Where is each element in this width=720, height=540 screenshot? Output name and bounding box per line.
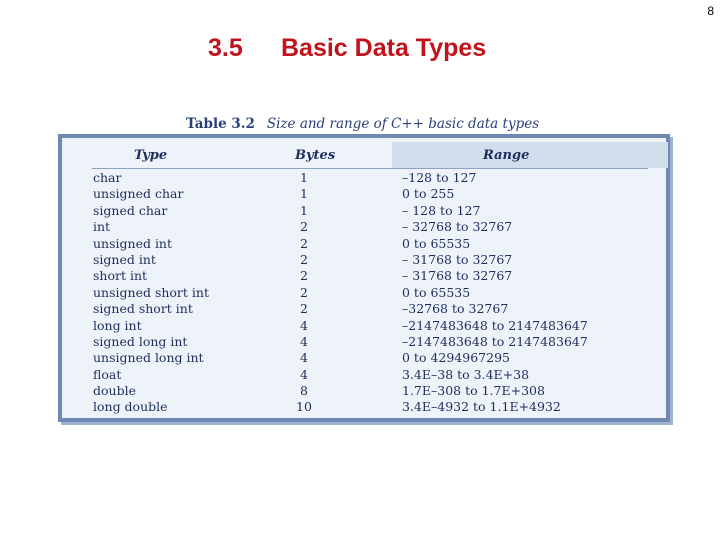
column-header-type: Type bbox=[134, 148, 168, 163]
cell-type: int bbox=[93, 219, 111, 235]
table-row bbox=[62, 318, 666, 334]
cell-type: long double bbox=[93, 399, 168, 415]
table-row bbox=[62, 219, 666, 235]
cell-range: –128 to 127 bbox=[402, 170, 477, 185]
cell-bytes: 4 bbox=[300, 333, 308, 349]
cell-bytes: 4 bbox=[300, 317, 308, 333]
cell-type: unsigned char bbox=[93, 186, 184, 202]
table-row bbox=[62, 301, 666, 317]
cell-range: 1.7E–308 to 1.7E+308 bbox=[402, 383, 545, 399]
cell-type: unsigned short int bbox=[93, 284, 209, 300]
cell-range: 3.4E–38 to 3.4E+38 bbox=[402, 366, 530, 382]
cell-type: signed long int bbox=[93, 333, 188, 349]
cell-type: float bbox=[93, 366, 122, 382]
cell-type: signed short int bbox=[93, 301, 193, 317]
cell-range: 0 to 255 bbox=[402, 186, 455, 202]
table-row bbox=[62, 383, 666, 399]
cell-bytes: 2 bbox=[300, 251, 308, 267]
header-divider bbox=[92, 168, 648, 169]
cell-bytes: 2 bbox=[300, 301, 308, 317]
cell-type: unsigned int bbox=[93, 235, 173, 251]
cell-bytes: 1 bbox=[300, 170, 308, 185]
table-row bbox=[62, 268, 666, 284]
table-row bbox=[62, 399, 666, 415]
cell-type: signed char bbox=[93, 202, 168, 218]
table-row bbox=[62, 334, 666, 350]
cell-type: double bbox=[93, 383, 136, 399]
cell-bytes: 10 bbox=[296, 399, 312, 415]
table-row bbox=[62, 285, 666, 301]
cell-range: 0 to 65535 bbox=[402, 284, 471, 300]
cell-range: – 31768 to 32767 bbox=[402, 268, 513, 284]
cell-type: signed int bbox=[93, 251, 156, 267]
cell-bytes: 4 bbox=[300, 366, 308, 382]
table-row bbox=[62, 350, 666, 366]
cell-range: 3.4E–4932 to 1.1E+4932 bbox=[402, 399, 561, 415]
cell-bytes: 4 bbox=[300, 350, 308, 366]
cell-range: – 32768 to 32767 bbox=[402, 219, 513, 235]
cell-range: –2147483648 to 2147483647 bbox=[402, 317, 588, 333]
table-row bbox=[62, 367, 666, 383]
cell-bytes: 2 bbox=[300, 268, 308, 284]
cell-bytes: 8 bbox=[300, 383, 308, 399]
cell-bytes: 2 bbox=[300, 235, 308, 251]
cell-range: 0 to 65535 bbox=[402, 235, 471, 251]
table-row bbox=[62, 203, 666, 219]
cell-type: char bbox=[93, 170, 122, 185]
cell-bytes: 2 bbox=[300, 284, 308, 300]
data-types-table bbox=[58, 134, 670, 422]
section-number: 3.5 bbox=[208, 34, 243, 62]
table-caption-label: Table 3.2 bbox=[186, 116, 255, 132]
table-caption bbox=[186, 116, 539, 134]
cell-range: – 128 to 127 bbox=[402, 202, 481, 218]
cell-type: short int bbox=[93, 268, 148, 284]
column-header-bytes: Bytes bbox=[295, 148, 336, 163]
cell-type: long int bbox=[93, 317, 142, 333]
table-header bbox=[62, 146, 666, 166]
cell-bytes: 1 bbox=[300, 202, 308, 218]
cell-range: –2147483648 to 2147483647 bbox=[402, 333, 588, 349]
column-header-range: Range bbox=[483, 148, 530, 163]
cell-range: – 31768 to 32767 bbox=[402, 251, 513, 267]
table-caption-text: Size and range of C++ basic data types bbox=[266, 116, 540, 132]
cell-type: unsigned long int bbox=[93, 350, 204, 366]
table-row bbox=[62, 170, 666, 186]
table-row bbox=[62, 252, 666, 268]
cell-range: 0 to 4294967295 bbox=[402, 350, 510, 366]
cell-bytes: 1 bbox=[300, 186, 308, 202]
section-title: Basic Data Types bbox=[281, 34, 487, 62]
table-row bbox=[62, 236, 666, 252]
cell-range: –32768 to 32767 bbox=[402, 301, 509, 317]
table-body bbox=[62, 170, 666, 416]
section-heading bbox=[0, 34, 720, 68]
table-row bbox=[62, 186, 666, 202]
cell-bytes: 2 bbox=[300, 219, 308, 235]
page-number: 8 bbox=[707, 4, 714, 18]
